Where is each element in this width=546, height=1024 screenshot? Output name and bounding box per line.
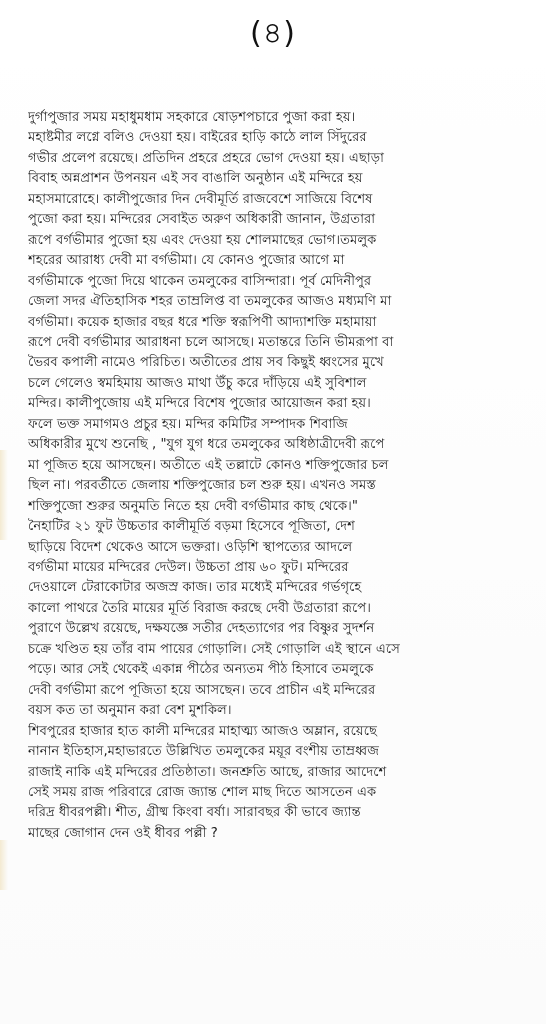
text-line: শিবপুরের হাজার হাত কালী মন্দিরের মাহাত্ম্য আজও অম্লান, রয়েছে — [28, 723, 377, 739]
text-line: বিবাহ অন্নপ্রাশন উপনয়ন এই সব বাঙালি অনুষ্ঠান এই মন্দিরে হয় — [28, 171, 363, 187]
page-edge-stain — [0, 450, 8, 540]
text-line: ছিল না। পরবর্তীতে জেলায় শক্তিপুজোর চল শুরু হয়। এখনও সমস্ত — [28, 478, 376, 494]
text-line: দুর্গাপুজার সময় মহাধুমধাম সহকারে ষোড়শপচারে পুজা করা হয়। — [28, 110, 356, 125]
text-line: দরিদ্র ধীবরপল্লী। শীত, গ্রীষ্ম কিংবা বর্ষা। সারাবছর কী ভাবে জ্যান্ত — [28, 805, 361, 821]
text-line: পুরাণে উল্লেখ রয়েছে, দক্ষযজ্ঞে সতীর দেহত্যাগের পর বিষ্ণুর সুদর্শন — [28, 621, 375, 637]
text-line: বর্গভীমা মায়ের মন্দিরের দেউল। উচ্চতা প্রায় ৬০ ফুট। মন্দিরের — [28, 559, 349, 575]
text-line: সেই সময় রাজ পরিবারে রোজ জ্যান্ত শোল মাছ দিতে আসতেন এক — [28, 784, 377, 800]
page-number: (৪) — [250, 16, 296, 51]
text-line: রূপে দেবী বর্গভীমার আরাধনা চলে আসছে। মতান্তরে তিনি ভীমরূপা বা — [28, 334, 394, 350]
text-line: দেবী বর্গভীমা রূপে পূজিতা হয়ে আসছেন। তবে প্রাচীন এই মন্দিরের — [28, 682, 376, 698]
text-line: বর্গভীমা। কয়েক হাজার বছর ধরে শক্তি স্বরূপিণী আদ্যাশক্তি মহামায়া — [28, 314, 377, 330]
text-line: চক্রে খণ্ডিত হয় তাঁর বাম পায়ের গোড়ালি। সেই গোড়ালি এই স্থানে এসে — [28, 641, 400, 657]
text-line: জেলা সদর ঐতিহাসিক শহর তাম্রলিপ্ত বা তমলুকের আজও মধ্যমণি মা — [28, 294, 392, 310]
text-line: কালো পাথরে তৈরি মায়ের মূর্তি বিরাজ করছে দেবী উগ্রতারা রূপে। — [28, 600, 371, 616]
text-line: মহাসমারোহে। কালীপুজোর দিন দেবীমূর্তি রাজবেশে সাজিয়ে বিশেষ — [28, 191, 373, 207]
text-line: গভীর প্রলেপ রয়েছে। প্রতিদিন প্রহরে প্রহরে ভোগ দেওয়া হয়। এছাড়া — [28, 150, 384, 166]
text-line: দেওয়ালে টেরাকোটার অজস্র কাজ। তার মধ্যেই মন্দিরের গর্ভগৃহে — [28, 580, 362, 596]
text-line: রূপে বর্গভীমার পুজো হয় এবং দেওয়া হয় শোলমাছের ভোগ।তমলুক — [28, 232, 377, 248]
text-line: পড়ে। আর সেই থেকেই একান্ন পীঠের অন্যতম পীঠ হিসাবে তমলুকে — [28, 662, 374, 678]
text-line: ফলে ভক্ত সমাগমও প্রচুর হয়। মন্দির কমিটির সম্পাদক শিবাজি — [28, 416, 348, 432]
text-line: ভৈরব কপালী নামেও পরিচিত। অতীতের প্রায় সব কিছুই ধ্বংসের মুখে — [28, 355, 384, 371]
text-line: পুজো করা হয়। মন্দিরের সেবাইত অরুণ অধিকারী জানান, উগ্রতারা — [28, 212, 376, 228]
text-line: অধিকারীর মুখে শুনেছি , "যুগ যুগ ধরে তমলুকের অধিষ্ঠাত্রীদেবী রূপে — [28, 437, 385, 453]
text-line: মা পূজিত হয়ে আসছেন। অতীতে এই তল্লাটে কোনও শক্তিপুজোর চল — [28, 457, 389, 473]
text-line: শহরের আরাধ্য দেবী মা বর্গভীমা। যে কোনও পুজোর আগে মা — [28, 253, 345, 269]
page-edge-stain — [0, 840, 8, 890]
text-line: ছাড়িয়ে বিদেশ থেকেও আসে ভক্তরা। ওড়িশি স্থাপত্যের আদলে — [28, 539, 353, 555]
text-line: নৈহাটির ২১ ফুট উচ্চতার কালীমূর্তি বড়মা হিসেবে পূজিতা, দেশ — [28, 519, 355, 535]
text-line: মাছের জোগান দেন ওই ধীবর পল্লী ? — [28, 825, 218, 841]
text-line: রাজাই নাকি এই মন্দিরের প্রতিষ্ঠাতা। জনশ্রুতি আছে, রাজার আদেশে — [28, 764, 387, 780]
text-line: চলে গেলেও স্বমহিমায় আজও মাথা উঁচু করে দাঁড়িয়ে এই সুবিশাল — [28, 375, 367, 391]
text-line: মন্দির। কালীপুজোয় এই মন্দিরে বিশেষ পুজোর আয়োজন করা হয়। — [28, 396, 371, 412]
text-line: বর্গভীমাকে পুজো দিয়ে থাকেন তমলুকের বাসিন্দারা। পূর্ব মেদিনীপুর — [28, 273, 372, 289]
body-paragraph — [28, 108, 528, 844]
text-line: বয়স কত তা অনুমান করা বেশ মুশকিল। — [28, 703, 232, 719]
text-line: শক্তিপুজো শুরুর অনুমতি নিতে হয় দেবী বর্গভীমার কাছ থেকে।" — [28, 498, 358, 514]
text-line: মহাষ্টমীর লগ্নে বলিও দেওয়া হয়। বাইরের হাড়ি কাঠে লাল সিঁদুরের — [28, 130, 367, 146]
text-line: নানান ইতিহাস,মহাভারতে উল্লিখিত তমলুকের ময়ূর বংশীয় তাম্রধ্বজ — [28, 744, 380, 760]
